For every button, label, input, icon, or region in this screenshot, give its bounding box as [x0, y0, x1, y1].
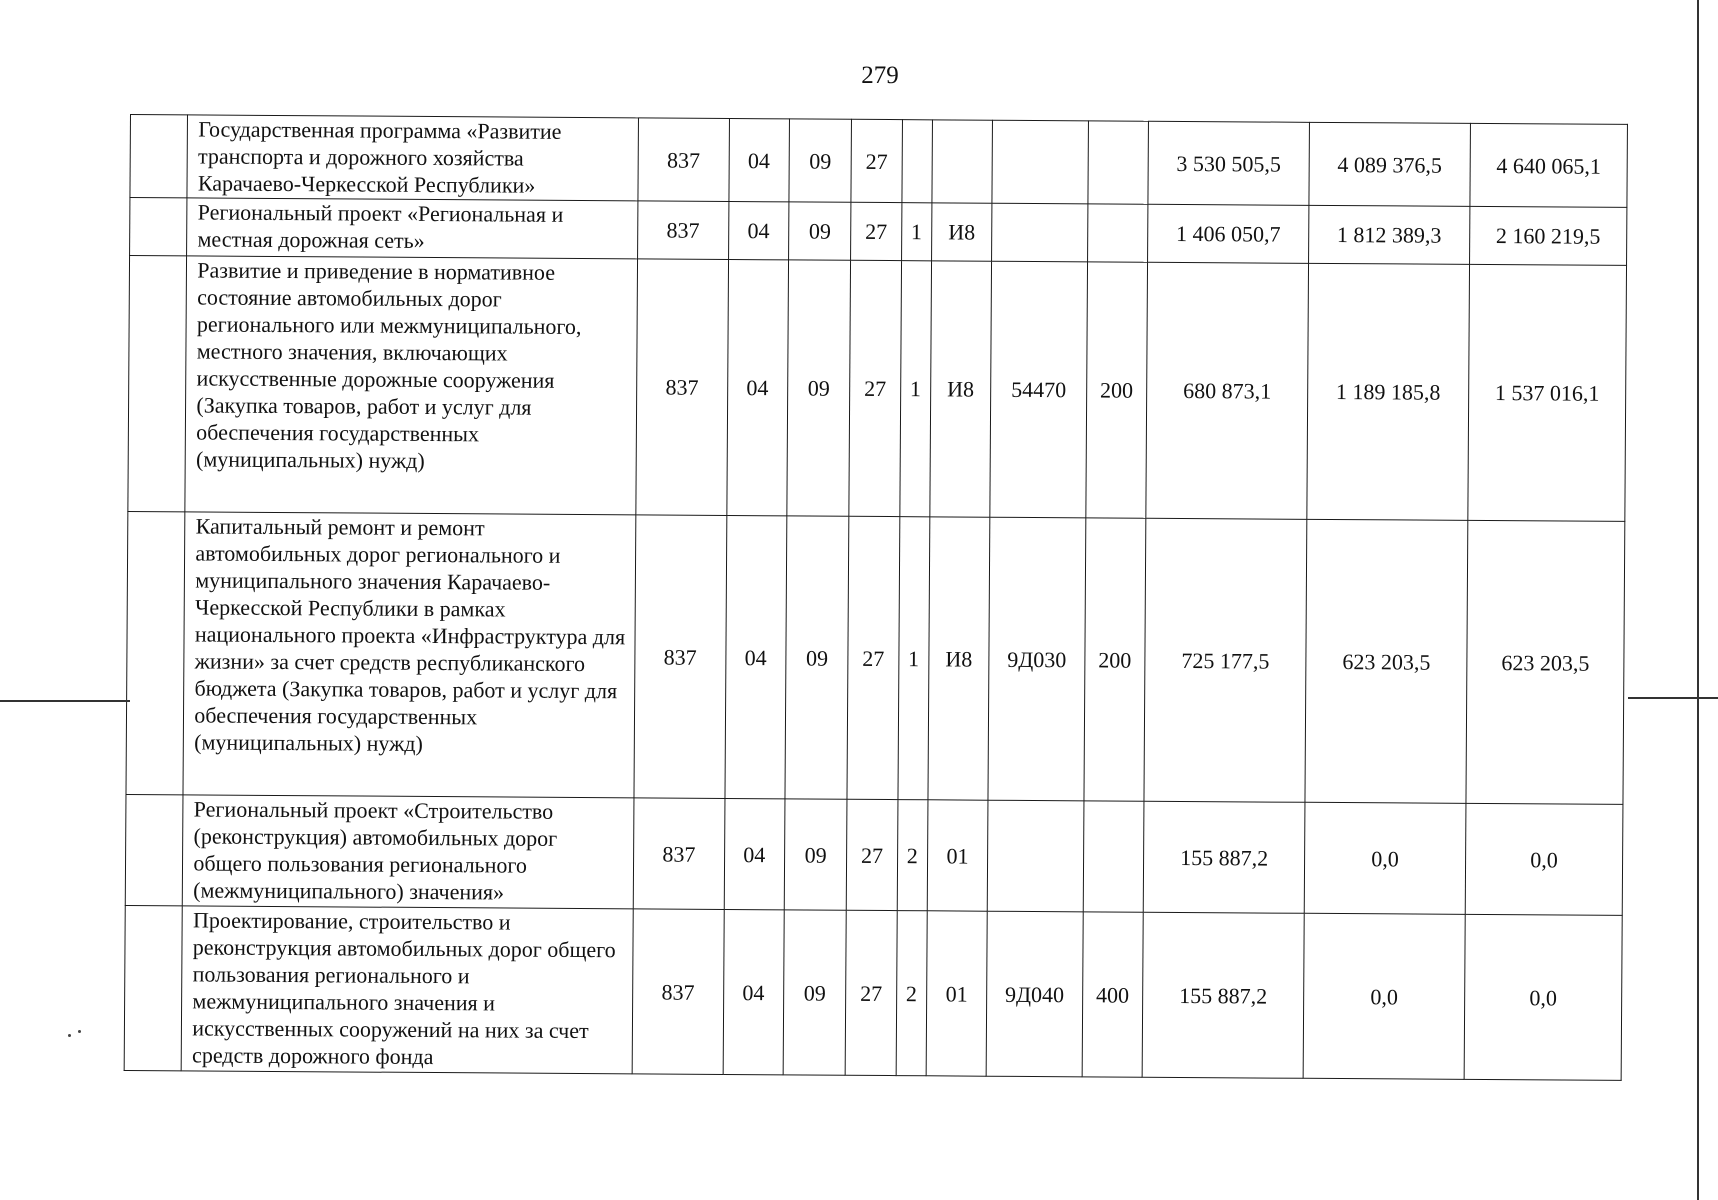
budget-table: [124, 114, 1628, 1081]
table-row: [130, 115, 1628, 208]
index-cell: [124, 905, 182, 1070]
section-code: 04: [723, 909, 784, 1074]
amount-year-2: 4 089 376,5: [1309, 122, 1471, 206]
index-cell: [130, 198, 188, 256]
direction-code: [992, 120, 1088, 204]
ved-code: 837: [632, 909, 724, 1075]
section-code: 04: [728, 201, 789, 259]
amount-year-3: 0,0: [1465, 803, 1623, 915]
section-code: 04: [726, 259, 788, 515]
amount-year-2: 623 203,5: [1305, 519, 1468, 803]
subprogram-code: 2: [897, 800, 928, 911]
table-row: [130, 198, 1627, 266]
project-code: [932, 120, 993, 203]
ved-code: 837: [633, 798, 724, 910]
subprogram-code: 1: [901, 203, 932, 261]
item-name: Развитие и приведение в нормативное состояние автомобильных дорог регионального или межмуниципального, местного значения, включающих искусственные дорожные сооружения (Закупка товаров, работ и услуг для обеспечения государственных (муниципальных) нужд): [185, 256, 637, 515]
index-cell: [128, 256, 187, 512]
item-name: Капитальный ремонт и ремонт автомобильных дорог регионального и муниципального значения Карачаево-Черкесской Республики в рамках национального проекта «Инфраструктура для жизни» за счет средств республиканского бюджета (Закупка товаров, работ и услуг для обеспечения государственных (муниципальных) нужд): [183, 512, 636, 798]
table-row: [125, 794, 1623, 915]
amount-year-1: 155 887,2: [1142, 912, 1304, 1078]
item-name: Региональный проект «Строительство (реконструкция) автомобильных дорог общего пользования регионального (межмуниципального) значения»: [183, 795, 634, 909]
amount-year-3: 2 160 219,5: [1470, 206, 1627, 265]
subsection-code: 09: [789, 119, 852, 202]
amount-year-3: 1 537 016,1: [1468, 264, 1627, 521]
program-code: 27: [851, 202, 902, 260]
subsection-code: 09: [788, 202, 851, 260]
section-code: 04: [729, 118, 790, 201]
amount-year-1: 680 873,1: [1146, 262, 1309, 519]
subprogram-code: 1: [898, 517, 930, 800]
project-code: И8: [928, 517, 990, 800]
amount-year-3: 623 203,5: [1466, 520, 1625, 804]
subsection-code: 09: [783, 910, 846, 1075]
program-code: 27: [851, 119, 902, 202]
expense-type-code: [1083, 801, 1144, 912]
program-code: 27: [845, 910, 896, 1075]
amount-year-2: 0,0: [1303, 913, 1465, 1079]
project-code: И8: [931, 203, 992, 261]
table-row: [124, 905, 1622, 1080]
scan-fold-line-right: [1628, 697, 1718, 699]
project-code: 01: [926, 911, 987, 1076]
amount-year-2: 1 189 185,8: [1307, 263, 1470, 520]
item-name: Региональный проект «Региональная и местная дорожная сеть»: [187, 198, 638, 259]
ved-code: 837: [634, 515, 726, 799]
direction-code: 54470: [990, 261, 1087, 518]
expense-type-code: [1087, 204, 1148, 262]
page-number: 279: [861, 62, 899, 89]
subsection-code: 09: [785, 516, 849, 799]
ved-code: 837: [636, 259, 728, 516]
direction-code: [992, 203, 1088, 262]
expense-type-code: 200: [1084, 518, 1146, 801]
subsection-code: 09: [787, 260, 851, 516]
index-cell: [125, 794, 183, 905]
subprogram-code: 2: [896, 911, 927, 1076]
project-code: И8: [930, 261, 992, 517]
direction-code: [987, 800, 1083, 912]
amount-year-3: 4 640 065,1: [1470, 123, 1628, 207]
table-row: [128, 256, 1627, 522]
direction-code: 9Д040: [986, 911, 1083, 1077]
amount-year-1: 1 406 050,7: [1148, 204, 1309, 263]
amount-year-1: 725 177,5: [1144, 518, 1307, 802]
expense-type-code: 200: [1086, 262, 1148, 518]
item-name: Государственная программа «Развитие транспорта и дорожного хозяйства Карачаево-Черкесской Республики»: [187, 115, 638, 201]
expense-type-code: 400: [1082, 912, 1143, 1077]
subprogram-code: 1: [899, 261, 931, 517]
scan-margin-line: [1697, 0, 1699, 1200]
subprogram-code: [902, 120, 933, 203]
project-code: 01: [927, 800, 988, 911]
amount-year-2: 0,0: [1304, 802, 1466, 914]
expense-type-code: [1088, 121, 1149, 204]
program-code: 27: [847, 799, 898, 910]
program-code: 27: [849, 260, 901, 516]
ved-code: 837: [638, 201, 729, 260]
index-cell: [126, 511, 185, 794]
amount-year-3: 0,0: [1464, 914, 1622, 1080]
program-code: 27: [847, 516, 899, 799]
index-cell: [130, 115, 188, 198]
scan-speck: [68, 1034, 71, 1037]
amount-year-2: 1 812 389,3: [1309, 205, 1470, 264]
amount-year-1: 155 887,2: [1143, 801, 1305, 913]
table-row: [126, 511, 1625, 804]
section-code: 04: [725, 515, 787, 798]
ved-code: 837: [638, 118, 729, 202]
amount-year-1: 3 530 505,5: [1148, 121, 1310, 205]
subsection-code: 09: [784, 799, 847, 910]
item-name: Проектирование, строительство и реконструкция автомобильных дорог общего пользования регионального и межмуниципального значения и искусственных сооружений на них за счет средств дорожного фонда: [181, 906, 633, 1074]
scan-fold-line-left: [0, 700, 130, 702]
scan-speck: [78, 1030, 81, 1033]
section-code: 04: [724, 798, 785, 909]
direction-code: 9Д030: [988, 517, 1085, 801]
